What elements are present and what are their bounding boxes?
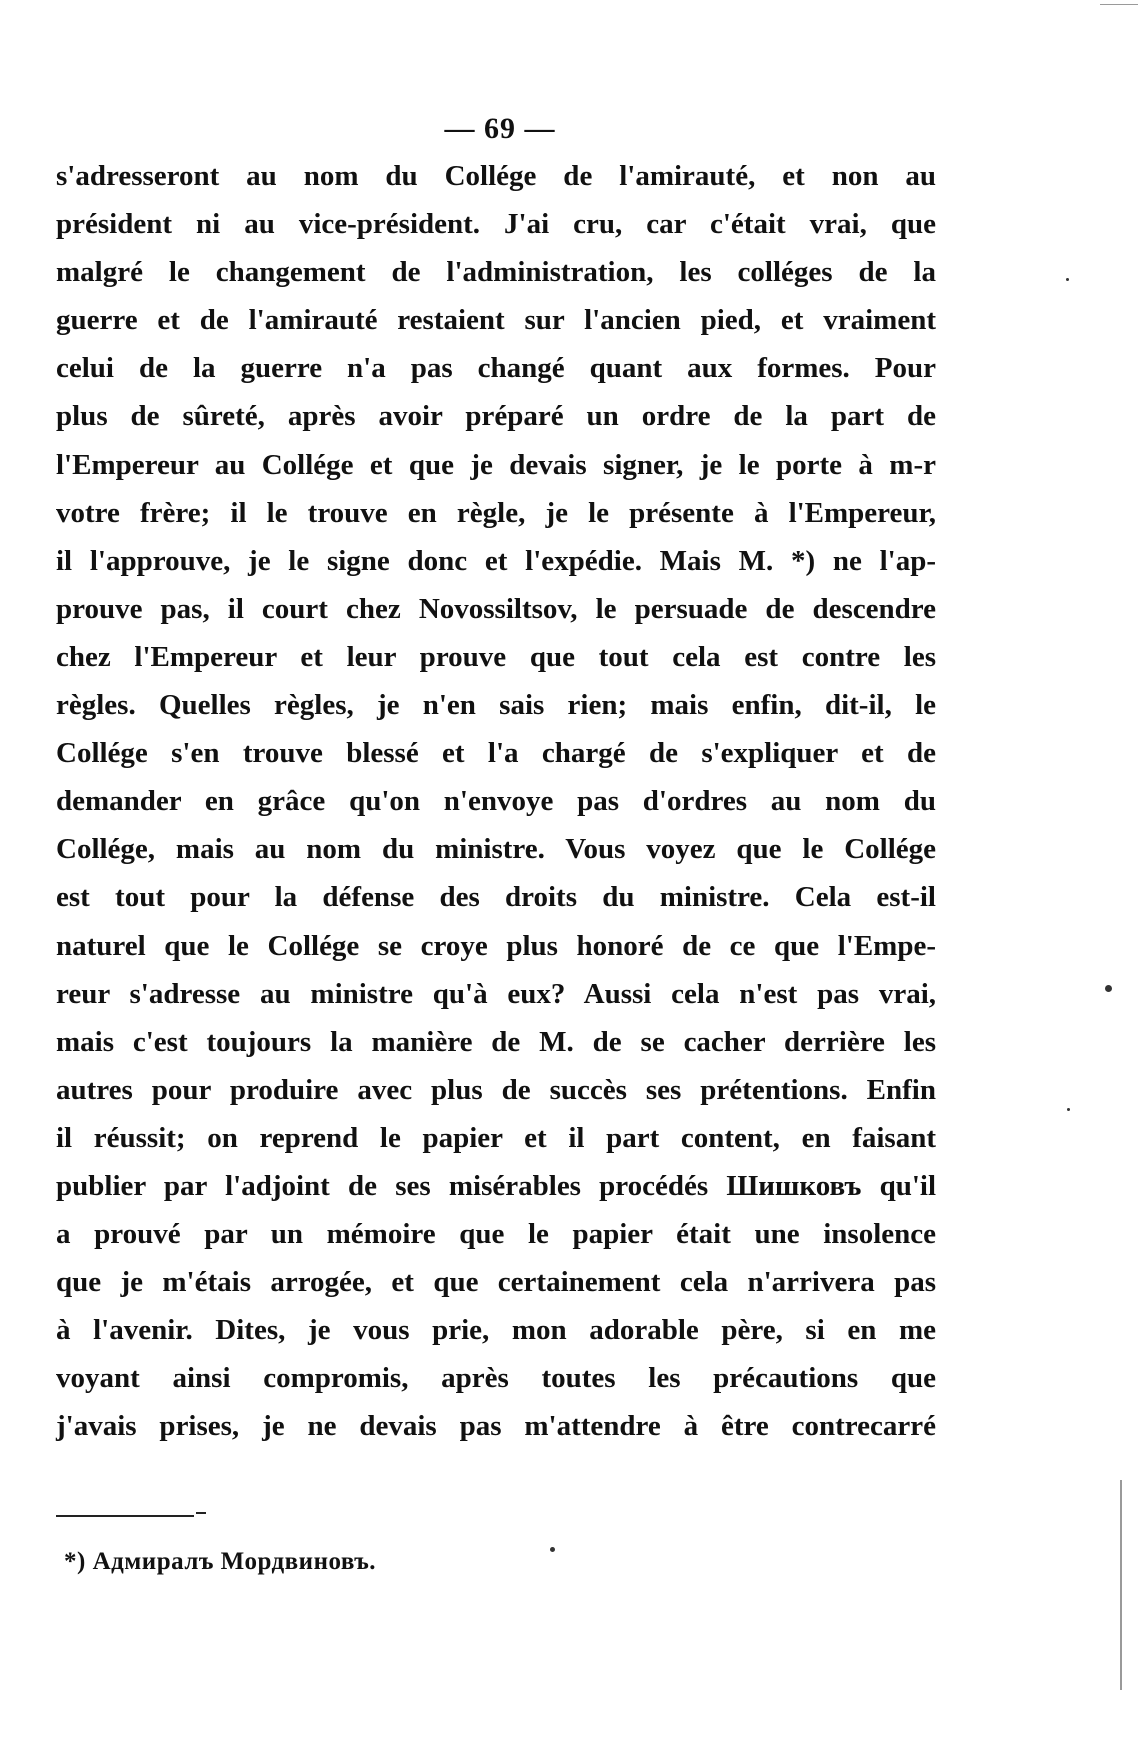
text-line: Collége, mais au nom du ministre. Vous voyez que le Collége [56,833,936,866]
scan-speck [1067,1108,1070,1111]
text-line: reur s'adresse au ministre qu'à eux? Aussi cela n'est pas vrai, [56,977,936,1010]
scan-edge [1100,4,1138,5]
text-line: malgré le changement de l'administration, les colléges de la [56,256,936,289]
text-line: mais c'est toujours la manière de M. de se cacher derrière les [56,1025,936,1058]
footnote-rule [56,1515,194,1517]
text-line: prouve pas, il court chez Novossiltsov, le persuade de descendre [56,592,936,625]
footnote-rule-tick [196,1512,206,1514]
footnote: *) Адмиралъ Мордвиновъ. [64,1548,377,1575]
text-line: celui de la guerre n'a pas changé quant aux formes. Pour [56,352,936,385]
text-line: a prouvé par un mémoire que le papier était une insolence [56,1218,936,1251]
text-line: votre frère; il le trouve en règle, je le présente à l'Empereur, [56,496,936,529]
text-line: demander en grâce qu'on n'envoye pas d'ordres au nom du [56,785,936,818]
page-number: — 69 — [444,112,556,145]
text-line: l'Empereur au Collége et que je devais signer, je le porte à m-r [56,448,936,481]
text-line: voyant ainsi compromis, après toutes les précautions que [56,1362,936,1395]
text-line: à l'avenir. Dites, je vous prie, mon adorable père, si en me [56,1314,936,1347]
text-line: s'adresseront au nom du Collége de l'amirauté, et non au [56,160,936,192]
scan-speck [550,1547,555,1552]
scan-speck [1066,278,1069,281]
body-text [56,152,936,1451]
text-line: chez l'Empereur et leur prouve que tout cela est contre les [56,640,936,673]
text-line: est tout pour la défense des droits du ministre. Cela est-il [56,881,936,914]
text-line: que je m'étais arrogée, et que certainement cela n'arrivera pas [56,1266,936,1299]
text-line: autres pour produire avec plus de succès ses prétentions. Enfin [56,1073,936,1106]
text-line: guerre et de l'amirauté restaient sur l'ancien pied, et vraiment [56,304,936,337]
text-line: naturel que le Collége se croye plus honoré de ce que l'Empe- [56,929,936,962]
text-line: j'avais prises, je ne devais pas m'attendre à être contrecarré [56,1410,936,1443]
text-line: publier par l'adjoint de ses misérables procédés Шишковъ qu'il [56,1169,936,1202]
text-line: règles. Quelles règles, je n'en sais rien; mais enfin, dit-il, le [56,689,936,722]
text-line: il réussit; on reprend le papier et il part content, en faisant [56,1121,936,1154]
scan-speck [1105,985,1112,992]
text-line: plus de sûreté, après avoir préparé un ordre de la part de [56,400,936,433]
scan-edge [1120,1480,1122,1690]
text-line: il l'approuve, je le signe donc et l'expédie. Mais M. *) ne l'ap- [56,544,936,577]
text-line: Collége s'en trouve blessé et l'a chargé de s'expliquer et de [56,737,936,770]
text-line: président ni au vice-président. J'ai cru, car c'était vrai, que [56,208,936,241]
